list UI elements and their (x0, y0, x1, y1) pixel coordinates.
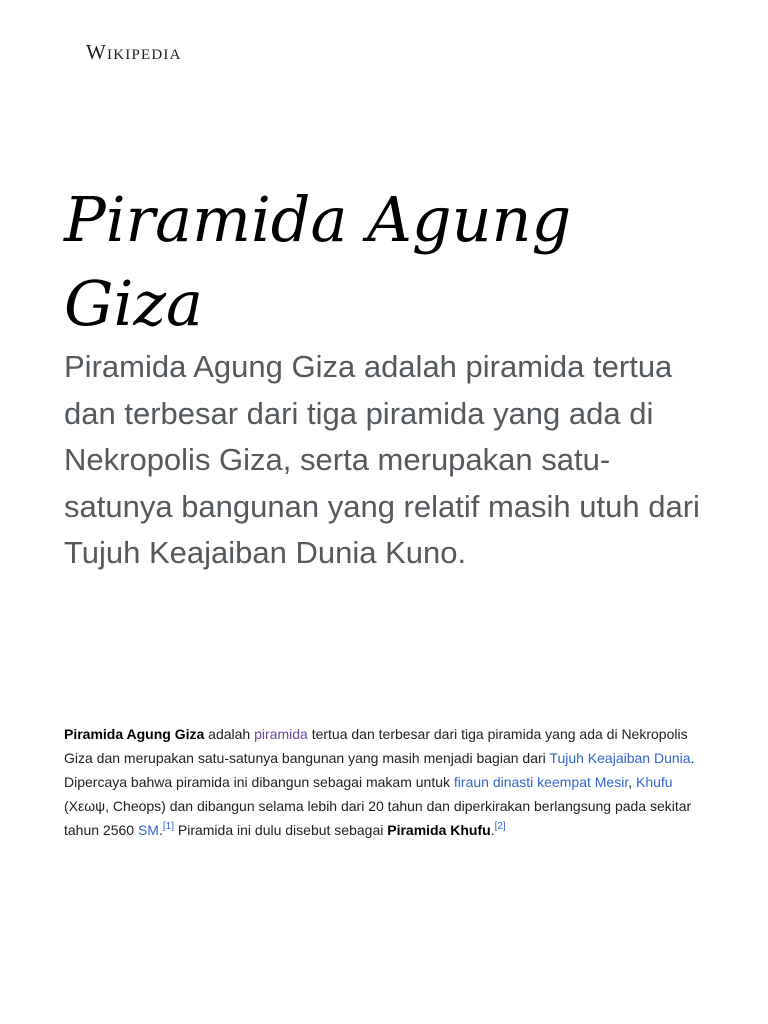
bold-term: Piramida Agung Giza (64, 726, 205, 742)
reference-2[interactable]: [2] (494, 821, 506, 832)
link-tujuh-keajaiban-dunia[interactable]: Tujuh Keajaiban Dunia (549, 750, 691, 766)
body-text: adalah (204, 726, 255, 742)
link-sm[interactable]: SM (137, 822, 159, 838)
reference-1[interactable]: [1] (162, 821, 174, 832)
body-text: Piramida ini dulu disebut sebagai (173, 822, 388, 838)
link-firaun-dinasti-keempat[interactable]: firaun dinasti keempat Mesir (453, 774, 629, 790)
body-text: (Χεωψ, Cheops) dan dibangun selama lebih dari 20 tahun dan diperkirakan berlangsung pada sekitar tahun 2560 (64, 798, 692, 838)
link-piramida[interactable]: piramida (254, 726, 308, 742)
body-text: . (158, 822, 163, 838)
lead-description: Piramida Agung Giza adalah piramida tertua dan terbesar dari tiga piramida yang ada di Nekropolis Giza, serta merupakan satu-satunya bangunan yang relatif masih utuh dari Tujuh Keajaiban Dunia Kuno. (64, 349, 700, 570)
bold-term: Piramida Khufu (387, 822, 491, 838)
article-paragraph (64, 722, 704, 842)
body-text: tertua dan terbesar dari tiga piramida yang ada di Nekropolis Giza dan merupakan satu-satunya bangunan yang masih menjadi bagian dari (64, 726, 688, 766)
wikipedia-wordmark[interactable]: Wikipedia (86, 40, 182, 64)
page-title: Piramida Agung Giza (64, 183, 572, 340)
body-text: . (490, 822, 495, 838)
link-khufu[interactable]: Khufu (636, 774, 673, 790)
body-text: . Dipercaya bahwa piramida ini dibangun sebagai makam untuk (64, 750, 695, 790)
body-text: , (628, 774, 636, 790)
